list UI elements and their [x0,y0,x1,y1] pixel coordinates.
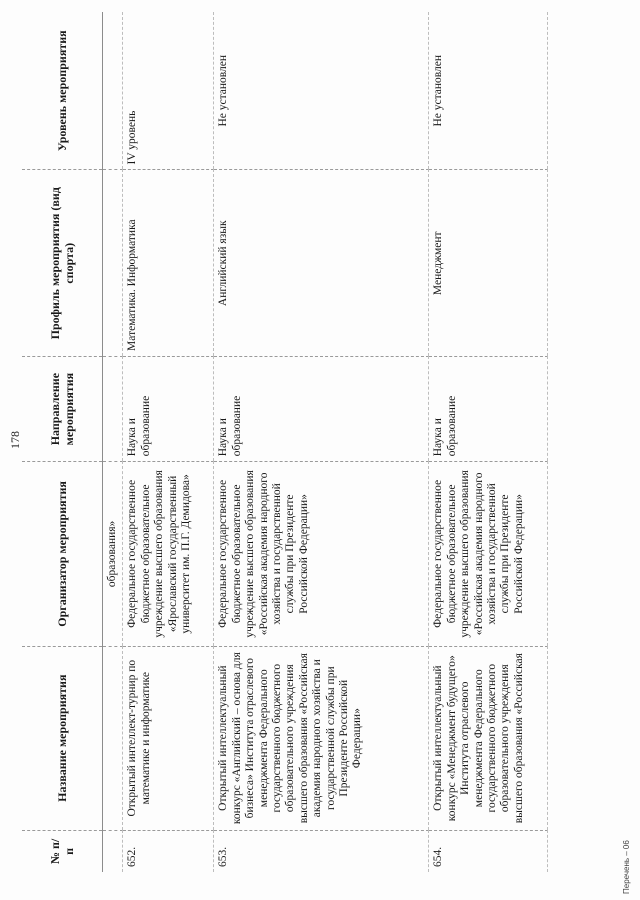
row-name: Открытый интеллектуальный конкурс «Менеджмент будущего» Института отраслевого менеджмента Федерального государственного бюджетного образовательного учреждения высшего образования «Российская [429,646,548,830]
continuation-organizer: образования» [103,462,123,646]
row-num: 654. [429,830,548,872]
header-num: № п/п [22,830,103,872]
header-organizer: Организатор мероприятия [22,462,103,646]
page-number: 178 [8,431,22,449]
row-name: Открытый интеллект-турнир по математике и информатике [123,646,214,830]
row-profile: Менеджмент [429,170,548,356]
header-name: Название мероприятия [22,646,103,830]
row-num: 653. [214,830,429,872]
row-direction: Наука и образование [123,356,214,461]
table-row [214,12,429,872]
footer-note: Перечень – 06 [622,840,631,894]
events-table [22,12,548,872]
row-organizer: Федеральное государственное бюджетное образовательное учреждение высшего образования «Российская академия народного хозяйства и государственной службы при Президенте Российской Федерации» [429,462,548,646]
row-direction: Наука и образование [214,356,429,461]
row-organizer: Федеральное государственное бюджетное образовательное учреждение высшего образования «Ярославский государственный университет им. П.Г. Демидова» [123,462,214,646]
table-row [429,12,548,872]
header-profile: Профиль мероприятия (вид спорта) [22,170,103,356]
row-name: Открытый интеллектуальный конкурс «Английский – основа для бизнеса» Института отраслевого менеджмента Федерального государственного бюджетного образовательного учреждения высшего образования «Российская академия народного хозяйства и государственной службы при Президенте Российской Федерации» [214,646,429,830]
row-level: Не установлен [429,12,548,170]
row-direction: Наука и образование [429,356,548,461]
row-num: 652. [123,830,214,872]
row-organizer: Федеральное государственное бюджетное образовательное учреждение высшего образования «Российская академия народного хозяйства и государственной службы при Президенте Российской Федерации» [214,462,429,646]
row-profile: Математика. Информатика [123,170,214,356]
row-level: IV уровень [123,12,214,170]
header-level: Уровень мероприятия [22,12,103,170]
row-profile: Английский язык [214,170,429,356]
row-level: Не установлен [214,12,429,170]
continuation-row [103,12,123,872]
table-header-row [22,12,103,872]
header-direction: Направление мероприятия [22,356,103,461]
table-row [123,12,214,872]
